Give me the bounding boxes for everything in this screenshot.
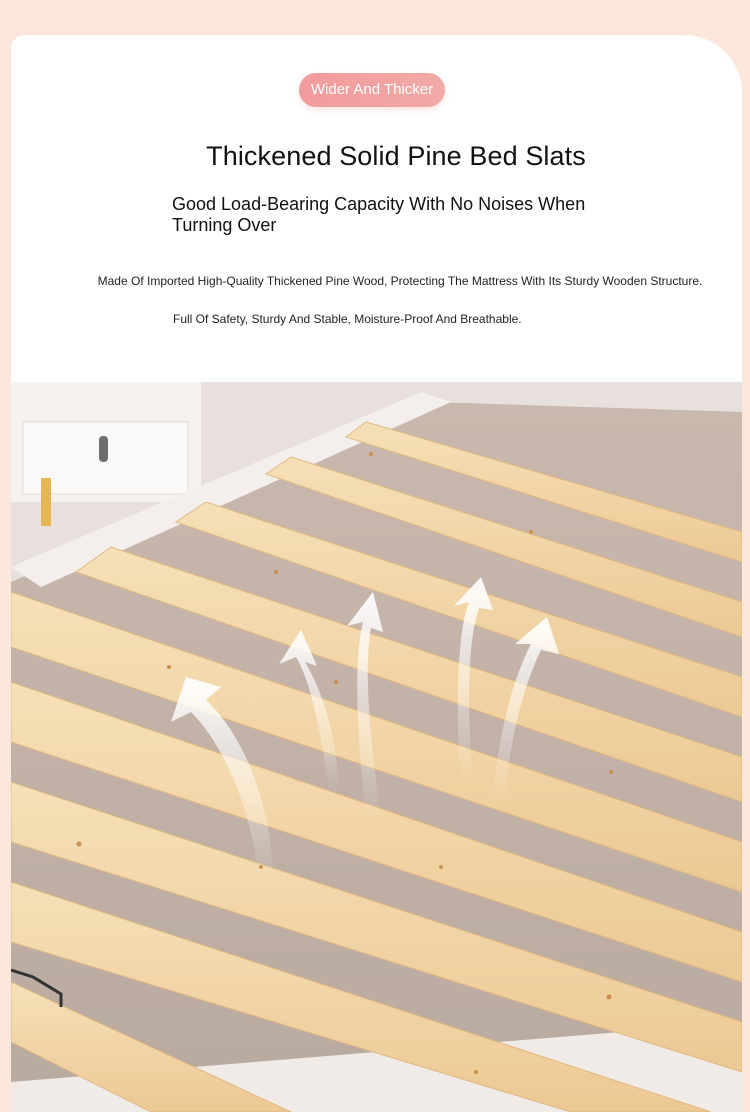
bed-slats-illustration [11, 382, 742, 1112]
feature-badge: Wider And Thicker [299, 73, 445, 107]
page-subtitle: Good Load-Bearing Capacity With No Noises When Turning Over [172, 194, 586, 235]
description-line-1: Made Of Imported High-Quality Thickened Pine Wood, Protecting The Mattress With Its Sturdy Wooden Structure. [97, 274, 703, 288]
description-line-2: Full Of Safety, Sturdy And Stable, Moisture-Proof And Breathable. [173, 312, 522, 326]
page-title: Thickened Solid Pine Bed Slats [206, 141, 586, 171]
bed-slats-photo [11, 382, 742, 1112]
